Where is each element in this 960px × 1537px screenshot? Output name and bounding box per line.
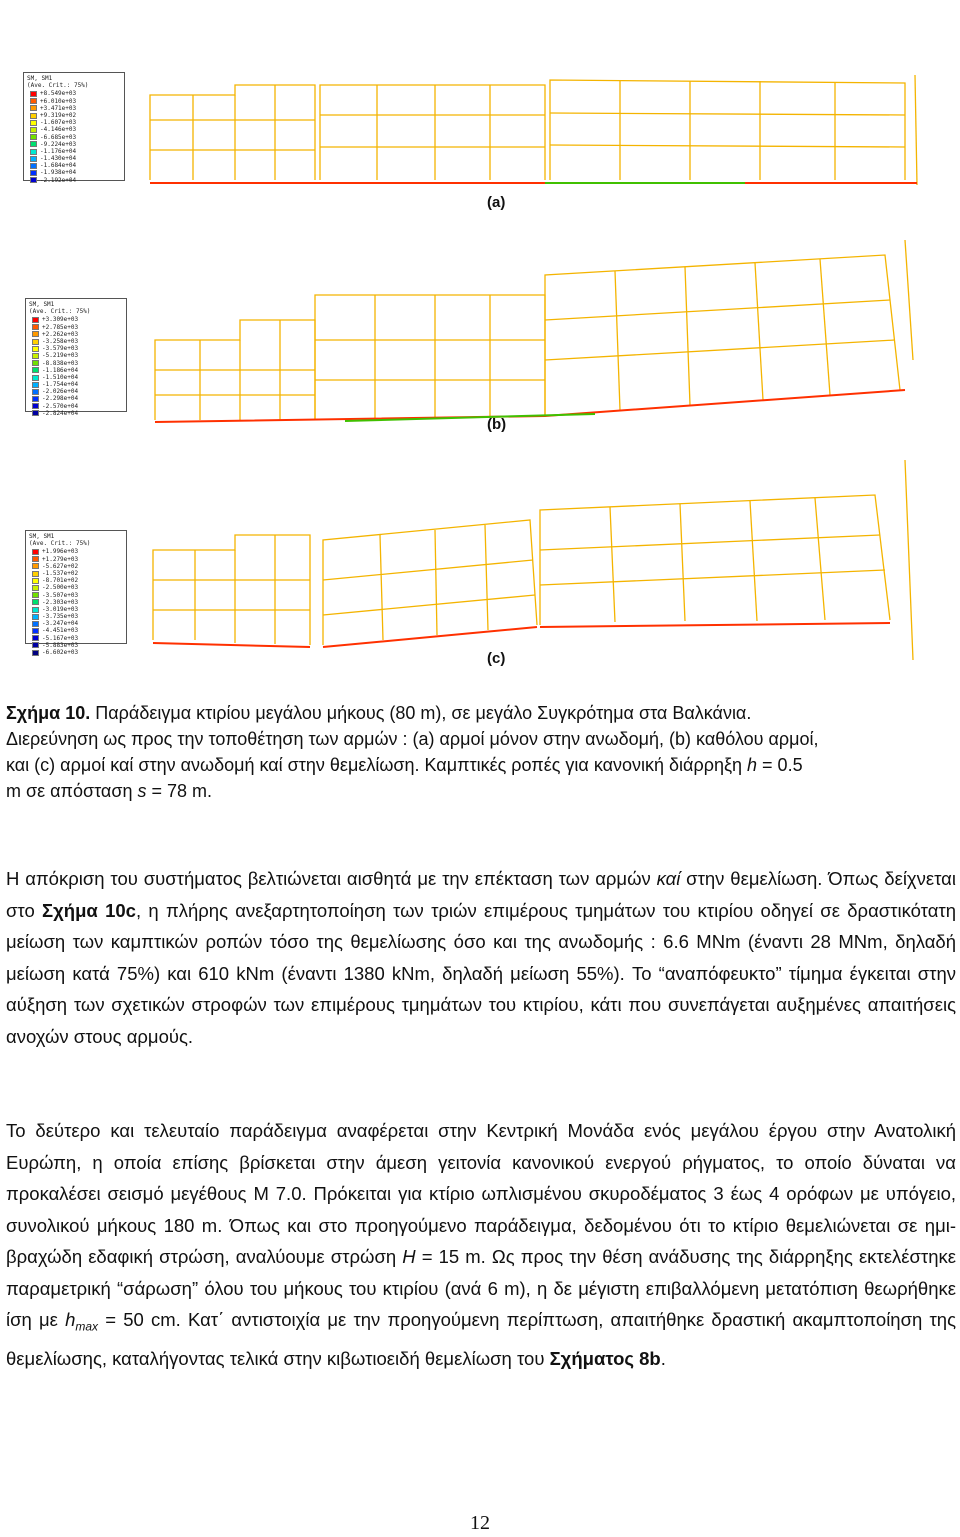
legend-swatch — [32, 375, 39, 381]
legend-value: -8.838e+03 — [42, 359, 79, 367]
legend-swatch — [32, 367, 39, 373]
figure-a — [0, 0, 960, 220]
legend-value: +2.785e+03 — [42, 323, 79, 331]
legend-value: +3.309e+03 — [42, 316, 79, 324]
page-number: 12 — [470, 1512, 490, 1534]
legend-swatch — [32, 346, 39, 352]
legend-swatch — [32, 360, 39, 366]
legend-value: -1.510e+04 — [42, 373, 79, 381]
legend-swatch — [30, 98, 37, 104]
legend-swatch — [32, 628, 39, 634]
legend-c — [25, 530, 127, 657]
legend-value: -3.258e+03 — [42, 337, 79, 345]
paragraph-2: Το δεύτερο και τελευταίο παράδειγμα αναφέρεται στην Κεντρική Μονάδα ενός μεγάλου έργου στην Ανατολική Ευρώπη, η οποία επίσης βρίσκεται στην άμεση γειτονία κανονικού ενεργού ρήγματος, το οποίο δύναται να προκαλέσει σεισμό μεγέθους Μ 7.0. Πρόκειται για κτίριο ωπλισμένου σκυροδέματος 3 έως 4 ορόφων με υπόγειο, συνολικού μήκους 180 m. Όπως και στο προηγούμενο παράδειγμα, δεδομένου ότι το κτίριο θεμελιώνεται σε ημι-βραχώδη εδαφική στρώση, αναλύουμε στρώση H = 15 m. Ως προς την θέση ανάδυσης της διάρρηξης εκτελέστηκε παραμετρική “σάρωση” όλου του μήκους του κτιρίου (ανά 6 m), η δε μέγιστη επιβαλλόμενη μετατόπιση θεωρήθηκε ίση με $h_{max} = 50$ cm. Κατ΄ αντιστοιχία με την προηγούμενη περίπτωση, απαιτήθηκε δραστική ακαμπτοποίηση της θεμελίωσης, καταλήγοντας τελικά στην κιβωτιοειδή θεμελίωση του Σχήματος 8b. — [6, 1120, 957, 1370]
caption-s-symbol: s — [137, 781, 147, 801]
legend-value: -8.701e+02 — [42, 577, 79, 585]
legend-value: -1.176e+04 — [40, 147, 77, 155]
legend-swatch — [32, 563, 39, 569]
legend-swatch — [32, 339, 39, 345]
legend-swatch — [32, 621, 39, 627]
legend-row — [24, 105, 124, 112]
legend-value: -2.298e+04 — [42, 395, 79, 403]
legend-row — [24, 162, 124, 169]
legend-swatch — [30, 91, 37, 97]
legend-header: SM, SM1 (Ave. Crit.: 75%) — [27, 75, 89, 90]
legend-row — [24, 155, 124, 162]
legend-row — [26, 352, 126, 359]
legend-swatch — [30, 141, 37, 147]
legend-swatch — [32, 396, 39, 402]
legend-swatch — [30, 105, 37, 111]
legend-value: -3.579e+03 — [42, 345, 79, 353]
legend-value: +2.262e+03 — [42, 330, 79, 338]
legend-row — [24, 119, 124, 126]
legend-value: -1.938e+04 — [40, 169, 77, 177]
structure-frame-c — [145, 455, 945, 665]
legend-swatch — [30, 134, 37, 140]
legend-row — [26, 324, 126, 331]
legend-row — [26, 548, 126, 555]
legend-value: +1.996e+03 — [42, 548, 79, 556]
legend-value: -1.186e+04 — [42, 366, 79, 374]
legend-row — [24, 141, 124, 148]
caption-prefix: Σχήμα 10. — [6, 703, 91, 723]
legend-swatch — [30, 149, 37, 155]
legend-row — [26, 649, 126, 656]
legend-row — [26, 635, 126, 642]
legend-value: +3.471e+03 — [40, 104, 77, 112]
legend-value: +8.549e+03 — [40, 90, 77, 98]
legend-row — [24, 112, 124, 119]
figure-label-a: (a) — [487, 194, 506, 211]
legend-swatch — [32, 353, 39, 359]
legend-row — [26, 410, 126, 417]
legend-row — [24, 148, 124, 155]
legend-row — [26, 613, 126, 620]
legend-swatch — [32, 317, 39, 323]
caption-line4a: m σε απόσταση — [6, 781, 138, 801]
legend-value: -1.430e+04 — [40, 155, 77, 163]
legend-value: -3.247e+04 — [42, 620, 79, 628]
legend-swatch — [32, 556, 39, 562]
legend-value: -3.735e+03 — [42, 613, 79, 621]
legend-value: +6.010e+03 — [40, 97, 77, 105]
legend-value: -5.627e+02 — [42, 562, 79, 570]
figure-c — [0, 440, 960, 670]
figure-caption — [6, 700, 956, 804]
legend-row — [26, 570, 126, 577]
legend-value: -5.219e+03 — [42, 352, 79, 360]
legend-value: +1.279e+03 — [42, 555, 79, 563]
legend-value: -2.500e+03 — [42, 584, 79, 592]
structure-frame-a — [145, 75, 930, 190]
legend-value: -6.602e+03 — [42, 649, 79, 657]
legend-row — [26, 606, 126, 613]
figure-b — [0, 220, 960, 440]
legend-swatch — [32, 607, 39, 613]
legend-value: -1.537e+02 — [42, 569, 79, 577]
legend-row — [26, 395, 126, 402]
structure-frame-b — [145, 240, 935, 435]
legend-swatch — [32, 642, 39, 648]
legend-row — [26, 367, 126, 374]
legend-swatch — [30, 113, 37, 119]
legend-value: -2.303e+03 — [42, 598, 79, 606]
legend-header: SM, SM1 (Ave. Crit.: 75%) — [29, 533, 91, 548]
legend-value: -3.019e+03 — [42, 605, 79, 613]
caption-line3a: και (c) αρμοί καί στην ανωδομή καί στην θεμελίωση. Καμπτικές ροπές για κανονική διάρρηξη — [6, 755, 748, 775]
legend-row — [26, 642, 126, 649]
legend-value: -2.570e+04 — [42, 402, 79, 410]
legend-swatch — [32, 650, 39, 656]
legend-row — [26, 599, 126, 606]
legend-value: -1.684e+04 — [40, 162, 77, 170]
legend-value: -2.824e+04 — [42, 409, 79, 417]
legend-row — [24, 134, 124, 141]
legend-swatch — [32, 331, 39, 337]
legend-swatch — [30, 170, 37, 176]
caption-h-symbol: h — [747, 755, 758, 775]
legend-row — [26, 388, 126, 395]
paragraph-1: Η απόκριση του συστήματος βελτιώνεται αισθητά με την επέκταση των αρμών καί στην θεμελίωση. Όπως δείχνεται στο Σχήμα 10c, η πλήρης ανεξαρτητοποίηση των τριών επιμέρους τμημάτων του κτιρίου οδηγεί σε δραστικότατη μείωση των καμπτικών ροπών τόσο της θεμελίωσης όσο και της ανωδομής : 6.6 MNm (έναντι 28 MNm, δηλαδή μείωση κατά 75%) και 610 kNm (έναντι 1380 kNm, δηλαδή μείωση 55%). Το “αναπόφευκτο” τίμημα έγκειται στην αύξηση των σχετικών στροφών των επιμέρους τμημάτων του κτιρίου, κάτι που συνεπάγεται αυξημένες απαιτήσεις ανοχών στους αρμούς. — [6, 868, 956, 1047]
legend-value: -2.192e+04 — [40, 176, 77, 184]
legend-row — [26, 592, 126, 599]
legend-row — [24, 177, 124, 184]
legend-value: -5.167e+03 — [42, 634, 79, 642]
legend-swatch — [32, 585, 39, 591]
legend-swatch — [32, 324, 39, 330]
legend-value: -9.224e+03 — [40, 140, 77, 148]
legend-row — [26, 338, 126, 345]
legend-row — [24, 90, 124, 97]
caption-line3b: = 0.5 — [757, 755, 803, 775]
legend-row — [24, 169, 124, 176]
legend-swatch — [32, 592, 39, 598]
legend-value: -4.146e+03 — [40, 126, 77, 134]
legend-value: -5.883e+03 — [42, 641, 79, 649]
legend-row — [26, 627, 126, 634]
legend-header: SM, SM1 (Ave. Crit.: 75%) — [29, 301, 91, 316]
legend-row — [26, 360, 126, 367]
caption-line1: Παράδειγμα κτιρίου μεγάλου μήκους (80 m), σε μεγάλο Συγκρότημα στα Βαλκάνια. — [90, 703, 752, 723]
legend-swatch — [32, 635, 39, 641]
legend-swatch — [30, 177, 37, 183]
legend-row — [26, 374, 126, 381]
legend-swatch — [32, 571, 39, 577]
legend-swatch — [30, 127, 37, 133]
legend-value: -1.607e+03 — [40, 119, 77, 127]
caption-line2: Διερεύνηση ως προς την τοποθέτηση των αρμών : (a) αρμοί μόνον στην ανωδομή, (b) καθόλου αρμοί, — [6, 729, 819, 749]
legend-swatch — [30, 120, 37, 126]
legend-swatch — [32, 549, 39, 555]
legend-swatch — [32, 614, 39, 620]
legend-row — [26, 620, 126, 627]
legend-value: -1.754e+04 — [42, 381, 79, 389]
legend-swatch — [32, 403, 39, 409]
legend-swatch — [32, 578, 39, 584]
legend-swatch — [32, 382, 39, 388]
caption-line4b: = 78 m. — [146, 781, 212, 801]
legend-swatch — [32, 410, 39, 416]
legend-row — [24, 98, 124, 105]
figure-label-b: (b) — [487, 416, 507, 433]
legend-value: -4.451e+03 — [42, 627, 79, 635]
legend-swatch — [32, 599, 39, 605]
legend-row — [26, 584, 126, 591]
legend-swatch — [30, 163, 37, 169]
legend-row — [26, 563, 126, 570]
legend-row — [26, 403, 126, 410]
legend-value: -2.026e+04 — [42, 388, 79, 396]
legend-row — [26, 345, 126, 352]
legend-row — [26, 316, 126, 323]
legend-swatch — [30, 156, 37, 162]
legend-swatch — [32, 389, 39, 395]
legend-a — [23, 72, 125, 184]
legend-value: -3.507e+03 — [42, 591, 79, 599]
legend-b — [25, 298, 127, 417]
legend-row — [24, 126, 124, 133]
legend-row — [26, 381, 126, 388]
legend-row — [26, 577, 126, 584]
legend-row — [26, 556, 126, 563]
figure-label-c: (c) — [487, 650, 506, 667]
legend-row — [26, 331, 126, 338]
legend-value: +9.319e+02 — [40, 111, 77, 119]
legend-value: -6.685e+03 — [40, 133, 77, 141]
